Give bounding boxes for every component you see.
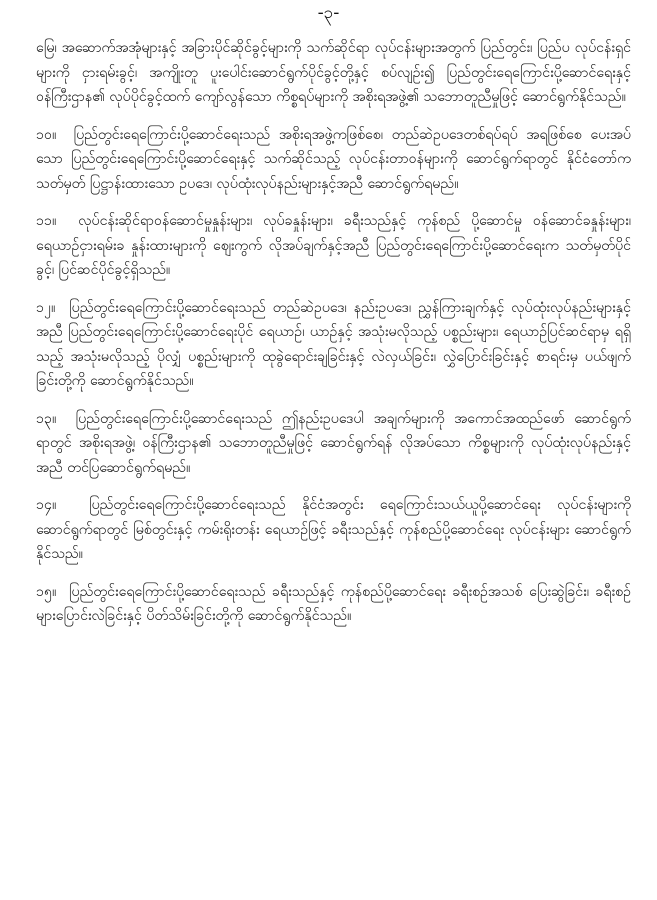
paragraph-number: ၁၂။ [36,299,56,316]
paragraph-15 [36,580,631,629]
paragraph-number: ၁၅။ [36,583,57,600]
paragraph-text: ပြည်တွင်းရေကြောင်းပို့ဆောင်ရေးသည် ဤနည်းဥပဒေပါ အချက်များကို အကောင်အထည်ဖော် ဆောင်ရွက်ရာတွင် အစိုးရအဖွဲ့၊ ဝန်ကြီးဌာန၏ သဘောတူညီမှုဖြင့် ဆောင်ရွက်ရန် လိုအပ်သော ကိစ္စများကို လုပ်ထုံးလုပ်နည်းနှင့်အညီ တင်ပြဆောင်ရွက်ရမည်။ [36,410,631,476]
paragraph-continuation [36,36,631,110]
paragraph-text: လုပ်ငန်းဆိုင်ရာဝန်ဆောင်မှုနှုန်းများ၊ လုပ်ခနှုန်းများ၊ ခရီးသည်နှင့် ကုန်စည် ပို့ဆောင်မှု ဝန်ဆောင်ခနှုန်းများ၊ ရေယာဉ်ငှားရမ်းခ နှုန်းထားများကို ဈေးကွက် လိုအပ်ချက်နှင့်အညီ ပြည်တွင်းရေကြောင်းပို့ဆောင်ရေးက သတ်မှတ်ပိုင်ခွင့်၊ ပြင်ဆင်ပိုင်ခွင့်ရှိသည်။ [36,213,631,278]
document-body [36,36,631,642]
paragraph-number: ၁၁။ [36,213,57,229]
paragraph-text: ပြည်တွင်းရေကြောင်းပို့ဆောင်ရေးသည် ခရီးသည်နှင့် ကုန်စည်ပို့ဆောင်ရေး ခရီးစဉ်အသစ် ပြေးဆွဲခြင်း၊ ခရီးစဉ်များပြောင်းလဲခြင်းနှင့် ပိတ်သိမ်းခြင်းတို့ကို ဆောင်ရွက်နိုင်သည်။ [36,583,631,624]
paragraph-number: ၁၄။ [36,497,57,513]
paragraph-number: ၁၀။ [36,126,57,143]
paragraph-text: မြေ၊ အဆောက်အအုံများနှင့် အခြားပိုင်ဆိုင်ခွင့်များကို သက်ဆိုင်ရာ လုပ်ငန်းများအတွက် ပြည်တွင်း၊ ပြည်ပ လုပ်ငန်းရှင်များကို ငှားရမ်းခွင့်၊ အကျိုးတူ ပူးပေါင်းဆောင်ရွက်ပိုင်ခွင့်တို့နှင့် စပ်လျဉ်း၍ ပြည်တွင်းရေကြောင်းပို့ဆောင်ရေးနှင့် ဝန်ကြီးဌာန၏ လုပ်ပိုင်ခွင့်ထက် ကျော်လွန်သော ကိစ္စရပ်များကို အစိုးရအဖွဲ့၏ သဘောတူညီမှုဖြင့် ဆောင်ရွက်နိုင်သည်။ [36,40,631,105]
paragraph-text: ပြည်တွင်းရေကြောင်းပို့ဆောင်ရေးသည် တည်ဆဲဥပဒေ၊ နည်းဥပဒေ၊ ညွှန်ကြားချက်နှင့် လုပ်ထုံးလုပ်နည်းများနှင့်အညီ ပြည်တွင်းရေကြောင်းပို့ဆောင်ရေးပိုင် ရေယာဉ်၊ ယာဉ်နှင့် အသုံးမလိုသည့် ပစ္စည်းများ၊ ရေယာဉ်ပြင်ဆင်ရာမှ ရရှိသည့် အသုံးမလိုသည့် ပိုလျှံ ပစ္စည်းများကို ထုခွဲရောင်းချခြင်းနှင့် လဲလှယ်ခြင်း၊ လွှဲပြောင်းခြင်းနှင့် စာရင်းမှ ပယ်ဖျက်ခြင်းတို့ကို ဆောင်ရွက်နိုင်သည်။ [36,299,631,389]
paragraph-12 [36,296,631,394]
paragraph-10 [36,123,631,197]
paragraph-11 [36,209,631,283]
paragraph-number: ၁၃။ [36,410,57,427]
paragraph-text: ပြည်တွင်းရေကြောင်းပို့ဆောင်ရေးသည် အစိုးရအဖွဲ့ကဖြစ်စေ၊ တည်ဆဲဥပဒေတစ်ရပ်ရပ် အရဖြစ်စေ ပေးအပ်သော ပြည်တွင်းရေကြောင်းပို့ဆောင်ရေးနှင့် သက်ဆိုင်သည့် လုပ်ငန်းတာဝန်များကို ဆောင်ရွက်ရာတွင် နိုင်ငံတော်က သတ်မှတ် ပြဋ္ဌာန်းထားသော ဥပဒေ၊ လုပ်ထုံးလုပ်နည်းများနှင့်အညီ ဆောင်ရွက်ရမည်။ [36,126,631,192]
paragraph-14 [36,493,631,567]
paragraph-text: ပြည်တွင်းရေကြောင်းပို့ဆောင်ရေးသည် နိုင်ငံအတွင်း ရေကြောင်းသယ်ယူပို့ဆောင်ရေး လုပ်ငန်းများကို ဆောင်ရွက်ရာတွင် မြစ်တွင်းနှင့် ကမ်းရိုးတန်း ရေယာဉ်ဖြင့် ခရီးသည်နှင့် ကုန်စည်ပို့ဆောင်ရေး လုပ်ငန်းများ ဆောင်ရွက်နိုင်သည်။ [36,497,631,562]
page-number: -၃- [317,3,340,23]
paragraph-13 [36,407,631,481]
